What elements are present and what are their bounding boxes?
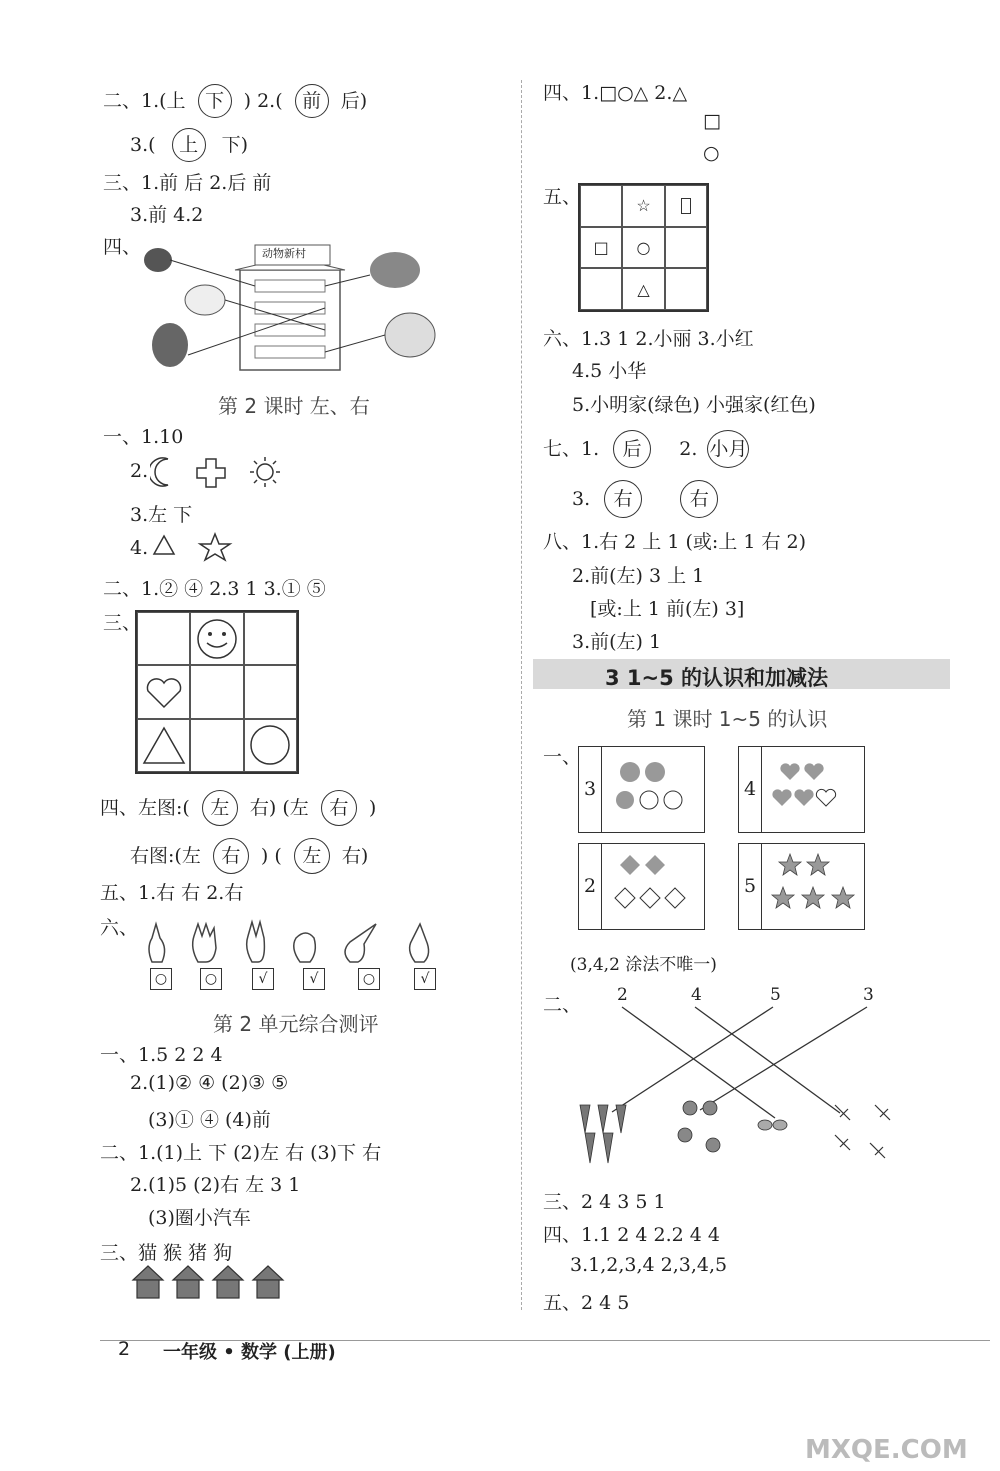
answer-line: 三、 [103,612,142,634]
house-icon [133,1266,163,1280]
answer-line: 一、1.10 [103,426,184,448]
carrot-icon [580,1105,626,1163]
circle-icon: ○ [636,237,651,257]
answer-line: 2. [130,460,149,482]
position-grid [135,610,299,774]
answer-line: 一、1.5 2 2 4 [100,1044,223,1066]
position-grid [578,183,709,312]
circled-answer: 小月 [707,430,749,468]
circled-answer: 下 [198,84,232,118]
answer-line: 六、 [100,917,139,939]
answer-line: 3.前 4.2 [130,204,204,226]
answer-line: 2.(1)② ④ (2)③ ⑤ [130,1072,289,1094]
answer-line: 四、1.□○△ 2.△ [543,82,688,104]
smiley-icon [195,617,239,661]
moon-icon [150,458,168,486]
answer-line: 三、猫 猴 猪 狗 [100,1242,233,1264]
unit-heading: 第 2 单元综合测评 [213,1012,379,1036]
answer-line: 3.( 上 下) [130,128,248,162]
answer-line: 五、1.右 右 2.右 [100,882,244,904]
answer-line: 二、1.(上 下 ) 2.( 前 后) [103,84,367,118]
card-number: 2 [578,843,602,930]
answer-line: 四、 [103,236,142,258]
answer-line: 3. 右 右 [572,480,726,518]
book-title: 一年级 • 数学 (上册) [163,1342,336,1363]
answer-line: 3.左 下 [130,504,193,526]
answer-line: 四、左图:( 左 右) (左 右 ) [100,790,376,826]
check-box: √ [414,968,436,990]
answer-line: 2.(1)5 (2)右 左 3 1 [130,1174,301,1196]
leaf-icon [678,1101,720,1152]
answer-line: ○ [703,142,720,164]
house-icon [213,1266,243,1280]
star-icon: ☆ [636,196,651,216]
village-sign: 动物新村 [262,247,306,260]
dragonfly-icon [835,1105,890,1158]
circled-answer: 右 [321,790,357,826]
answer-line: 5.小明家(绿色) 小强家(红色) [572,394,816,416]
hand-gestures [140,918,450,966]
card-number: 3 [578,746,602,833]
answer-line: 二、1.(1)上 下 (2)左 右 (3)下 右 [100,1142,382,1164]
lesson-heading: 第 2 课时 左、右 [218,394,370,418]
hand-icon [345,924,376,962]
shape-answers [152,532,242,562]
lesson-heading: 第 1 课时 1~5 的认识 [627,707,828,731]
matching-lines [570,1005,900,1175]
card-number: 4 [738,746,762,833]
answer-line: 五、2 4 5 [543,1292,630,1314]
answer-line: 七、1. 后 2. 小月 [543,430,753,468]
houses-illustration [130,1262,300,1302]
hand-icon [294,933,316,962]
house-icon [253,1266,283,1280]
answer-line: 八、1.右 2 上 1 (或:上 1 右 2) [543,531,806,553]
square-icon: □ [593,237,609,257]
answer-line: 四、1.1 2 4 2.2 4 4 [543,1224,720,1246]
answer-line: 2.前(左) 3 上 1 [572,565,705,587]
circled-answer: 右 [213,838,249,874]
answer-line: 右图:(左 右 ) ( 左 右) [130,838,368,874]
heart-icon [144,675,184,709]
check-box: √ [252,968,274,990]
hand-icon [410,924,429,962]
note-text: (3,4,2 涂法不唯一) [570,955,717,975]
star-icon [200,534,230,560]
column-divider [521,80,522,1310]
shape-answers [150,455,290,490]
watermark: MXQE.COM [805,1435,968,1465]
answer-line: 二、 [543,994,582,1016]
triangle-icon: △ [637,279,650,299]
answer-line: [或:上 1 前(左) 3] [590,598,745,620]
circled-answer: 右 [680,480,718,518]
answer-line: 4.5 小华 [572,360,647,382]
answer-line: (3)圈小汽车 [148,1207,251,1229]
match-number: 2 [617,985,628,1005]
circled-answer: 左 [294,838,330,874]
section-title: 3 1~5 的认识和加减法 [605,666,829,690]
rectangle-icon [681,198,691,214]
triangle-icon [154,536,174,554]
card-number: 5 [738,843,762,930]
hand-icon [149,924,165,962]
answer-line: 一、 [543,746,582,768]
circled-answer: 左 [202,790,238,826]
answer-line: 三、1.前 后 2.后 前 [103,172,272,194]
sun-icon [257,464,273,480]
bee-icon [758,1120,787,1130]
check-box: ○ [200,968,222,990]
circled-answer: 右 [604,480,642,518]
check-box: ○ [358,968,380,990]
answer-line: 3.前(左) 1 [572,631,662,653]
answer-line: 六、1.3 1 2.小丽 3.小红 [543,328,754,350]
circle-icon [248,723,292,767]
hand-icon [247,922,265,962]
answer-line: 五、 [543,186,582,208]
cross-icon [197,459,225,487]
circled-answer: 前 [295,84,329,118]
answer-line: 4. [130,537,149,559]
triangle-icon [142,725,186,765]
answer-line: 三、2 4 3 5 1 [543,1191,666,1213]
circled-answer: 上 [172,128,206,162]
answer-line: 二、1.② ④ 2.3 1 3.① ⑤ [103,578,326,600]
answer-line: (3)① ④ (4)前 [148,1109,271,1131]
circled-answer: 后 [613,430,651,468]
hand-icon [193,924,216,962]
match-number: 5 [770,985,781,1005]
check-box: √ [303,968,325,990]
page-number: 2 [118,1338,131,1360]
match-number: 3 [863,985,874,1005]
match-number: 4 [691,985,702,1005]
house-icon [173,1266,203,1280]
answer-line: 3.1,2,3,4 2,3,4,5 [570,1254,728,1276]
answer-line: □ [703,110,721,132]
check-box: ○ [150,968,172,990]
